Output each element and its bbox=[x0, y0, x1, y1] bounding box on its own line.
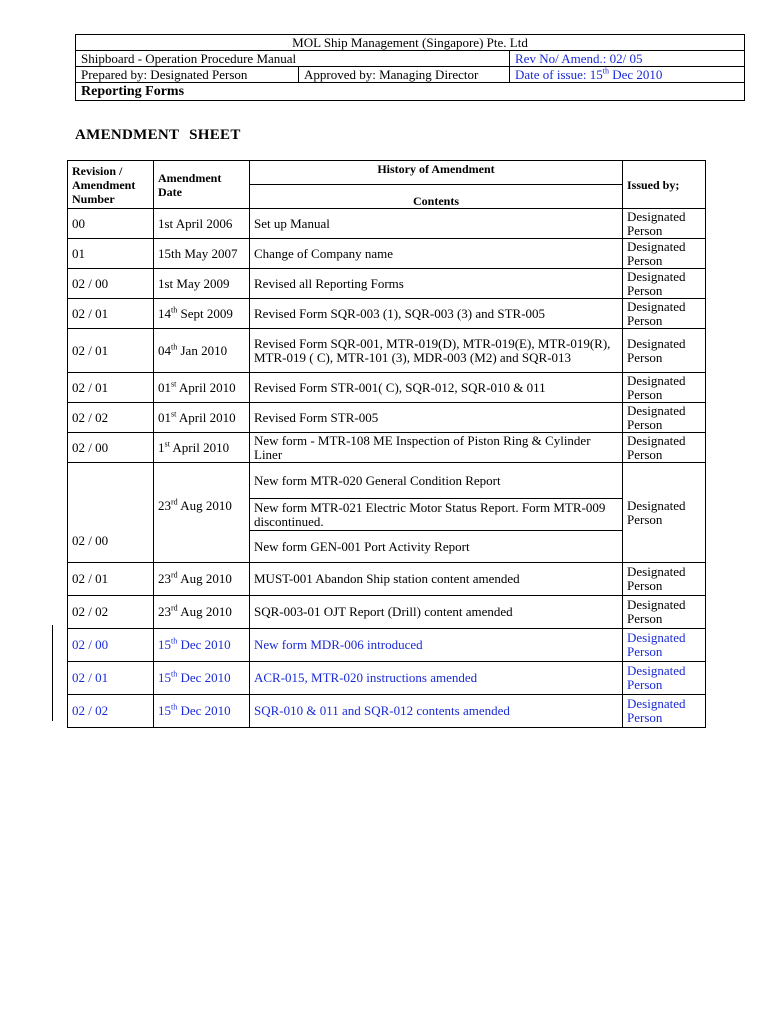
date-text: Aug 2010 bbox=[177, 498, 232, 513]
contents-cell: Change of Company name bbox=[250, 239, 623, 269]
date-ordinal: st bbox=[171, 409, 177, 419]
contents-cell: Revised Form SQR-001, MTR-019(D), MTR-019(E), MTR-019(R), MTR-019 ( C), MTR-101 (3), MDR-003 (M2) and SQR-013 bbox=[250, 329, 623, 373]
issued-by-cell: Designated Person bbox=[623, 329, 706, 373]
contents-cell: Set up Manual bbox=[250, 209, 623, 239]
amendment-date-cell bbox=[154, 209, 250, 239]
date-text: April 2010 bbox=[176, 379, 236, 395]
revision-cell: 02 / 01 bbox=[68, 299, 154, 329]
page-title: AMENDMENT SHEET bbox=[75, 127, 241, 143]
section-title: Reporting Forms bbox=[76, 83, 745, 101]
date-ordinal: th bbox=[171, 702, 178, 712]
contents-cell: Revised Form SQR-003 (1), SQR-003 (3) and STR-005 bbox=[250, 299, 623, 329]
revision-cell: 02 / 00 bbox=[68, 433, 154, 463]
contents-cell: Revised Form STR-001( C), SQR-012, SQR-010 & 011 bbox=[250, 373, 623, 403]
issued-by-cell: Designated Person bbox=[623, 662, 706, 695]
table-row bbox=[68, 329, 706, 373]
date-text: Aug 2010 bbox=[177, 604, 232, 619]
contents-cell: New form MDR-006 introduced bbox=[250, 629, 623, 662]
issued-by-cell: Designated Person bbox=[623, 269, 706, 299]
prepared-by: Prepared by: Designated Person bbox=[76, 67, 299, 83]
date-text: 15 bbox=[158, 670, 171, 685]
date-text: 23 bbox=[158, 571, 171, 586]
table-row bbox=[68, 563, 706, 596]
contents-cell: New form - MTR-108 ME Inspection of Piston Ring & Cylinder Liner bbox=[250, 433, 623, 463]
table-row bbox=[68, 403, 706, 433]
contents-cell: Revised Form STR-005 bbox=[250, 403, 623, 433]
amendment-date-cell bbox=[154, 329, 250, 373]
issued-by-cell: Designated Person bbox=[623, 433, 706, 463]
manual-name: Shipboard - Operation Procedure Manual bbox=[76, 51, 510, 67]
issued-by-cell: Designated Person bbox=[623, 563, 706, 596]
date-text: 1 bbox=[158, 439, 165, 455]
date-text: Sept 2009 bbox=[177, 305, 233, 321]
issued-by-cell: Designated Person bbox=[623, 403, 706, 433]
date-text: 1st April 2006 bbox=[158, 215, 233, 231]
date-ordinal: th bbox=[171, 305, 178, 315]
amendment-date-cell bbox=[154, 299, 250, 329]
date-text: Dec 2010 bbox=[177, 670, 231, 685]
date-text: Dec 2010 bbox=[177, 703, 231, 718]
table-row bbox=[68, 629, 706, 662]
issued-by-cell: Designated Person bbox=[623, 239, 706, 269]
header-issued-by: Issued by; bbox=[623, 161, 706, 209]
issued-by-cell: Designated Person bbox=[623, 209, 706, 239]
table-row bbox=[68, 239, 706, 269]
amendment-date-cell bbox=[154, 596, 250, 629]
contents-cell: SQR-010 & 011 and SQR-012 contents amended bbox=[250, 695, 623, 728]
header-contents: Contents bbox=[250, 185, 623, 209]
date-text: 23 bbox=[158, 498, 171, 513]
revision-cell: 02 / 01 bbox=[68, 373, 154, 403]
contents-cell: SQR-003-01 OJT Report (Drill) content amended bbox=[250, 596, 623, 629]
amendment-table bbox=[67, 160, 706, 728]
date-text: 15 bbox=[158, 703, 171, 718]
approved-by: Approved by: Managing Director bbox=[299, 67, 510, 83]
revision-cell: 02 / 00 bbox=[68, 269, 154, 299]
date-ordinal: rd bbox=[171, 497, 178, 507]
date-ordinal: rd bbox=[171, 570, 178, 580]
header-history: History of Amendment bbox=[250, 161, 623, 185]
date-ordinal: th bbox=[171, 636, 178, 646]
contents-cell: New form MTR-021 Electric Motor Status Report. Form MTR-009 discontinued. bbox=[250, 499, 623, 531]
amendment-date-cell bbox=[154, 433, 250, 463]
amendment-date-cell bbox=[154, 563, 250, 596]
date-text: 15 bbox=[158, 637, 171, 652]
revision-cell: 02 / 01 bbox=[68, 662, 154, 695]
amendment-date-cell bbox=[154, 463, 250, 563]
amendment-date-cell bbox=[154, 695, 250, 728]
issued-by-cell: Designated Person bbox=[623, 299, 706, 329]
date-ordinal: st bbox=[164, 439, 170, 449]
revision-cell: 02 / 02 bbox=[68, 403, 154, 433]
table-row bbox=[68, 269, 706, 299]
contents-cell: Revised all Reporting Forms bbox=[250, 269, 623, 299]
date-text: Dec 2010 bbox=[177, 637, 231, 652]
date-text: April 2010 bbox=[176, 409, 236, 425]
date-text: 14 bbox=[158, 305, 171, 321]
table-row bbox=[68, 596, 706, 629]
revision-cell: 02 / 02 bbox=[68, 596, 154, 629]
revision-cell: 02 / 00 bbox=[68, 629, 154, 662]
amendment-date-cell bbox=[154, 662, 250, 695]
revision-number: Rev No/ Amend.: 02/ 05 bbox=[510, 51, 745, 67]
contents-cell: ACR-015, MTR-020 instructions amended bbox=[250, 662, 623, 695]
table-row bbox=[68, 433, 706, 463]
table-row bbox=[68, 662, 706, 695]
date-text: 1st May 2009 bbox=[158, 275, 230, 291]
revision-cell: 02 / 02 bbox=[68, 695, 154, 728]
table-row bbox=[68, 373, 706, 403]
issued-by-cell: Designated Person bbox=[623, 596, 706, 629]
revision-cell: 02 / 01 bbox=[68, 329, 154, 373]
date-text: April 2010 bbox=[169, 439, 230, 455]
date-ordinal: st bbox=[171, 379, 177, 389]
date-ordinal: th bbox=[171, 669, 178, 679]
contents-cell: New form MTR-020 General Condition Report bbox=[250, 463, 623, 499]
amendment-date-cell bbox=[154, 373, 250, 403]
revision-cell: 01 bbox=[68, 239, 154, 269]
amendment-date-cell bbox=[154, 403, 250, 433]
contents-cell: MUST-001 Abandon Ship station content amended bbox=[250, 563, 623, 596]
header-date: Amendment Date bbox=[154, 161, 250, 209]
contents-cell: New form GEN-001 Port Activity Report bbox=[250, 531, 623, 563]
date-text: 23 bbox=[158, 604, 171, 619]
date-of-issue: Date of issue: 15th Dec 2010 bbox=[510, 67, 745, 83]
header-revision: Revision / Amendment Number bbox=[68, 161, 154, 209]
company-name: MOL Ship Management (Singapore) Pte. Ltd bbox=[76, 35, 745, 51]
change-bar bbox=[52, 625, 53, 721]
table-row bbox=[68, 463, 706, 499]
table-row bbox=[68, 695, 706, 728]
date-ordinal: rd bbox=[171, 603, 178, 613]
table-row bbox=[68, 299, 706, 329]
amendment-date-cell bbox=[154, 629, 250, 662]
issued-by-cell: Designated Person bbox=[623, 463, 706, 563]
issued-by-cell: Designated Person bbox=[623, 629, 706, 662]
revision-cell: 02 / 00 bbox=[68, 463, 154, 563]
amendment-date-cell bbox=[154, 239, 250, 269]
issued-by-cell: Designated Person bbox=[623, 695, 706, 728]
table-row bbox=[68, 209, 706, 239]
date-text: Jan 2010 bbox=[177, 342, 228, 358]
document-header bbox=[75, 34, 745, 101]
date-text: Aug 2010 bbox=[177, 571, 232, 586]
revision-cell: 02 / 01 bbox=[68, 563, 154, 596]
issued-by-cell: Designated Person bbox=[623, 373, 706, 403]
date-ordinal: th bbox=[171, 342, 178, 352]
revision-cell: 00 bbox=[68, 209, 154, 239]
amendment-date-cell bbox=[154, 269, 250, 299]
date-text: 15th May 2007 bbox=[158, 245, 238, 261]
date-text: 01 bbox=[158, 409, 171, 425]
date-text: 04 bbox=[158, 342, 171, 358]
date-text: 01 bbox=[158, 379, 171, 395]
